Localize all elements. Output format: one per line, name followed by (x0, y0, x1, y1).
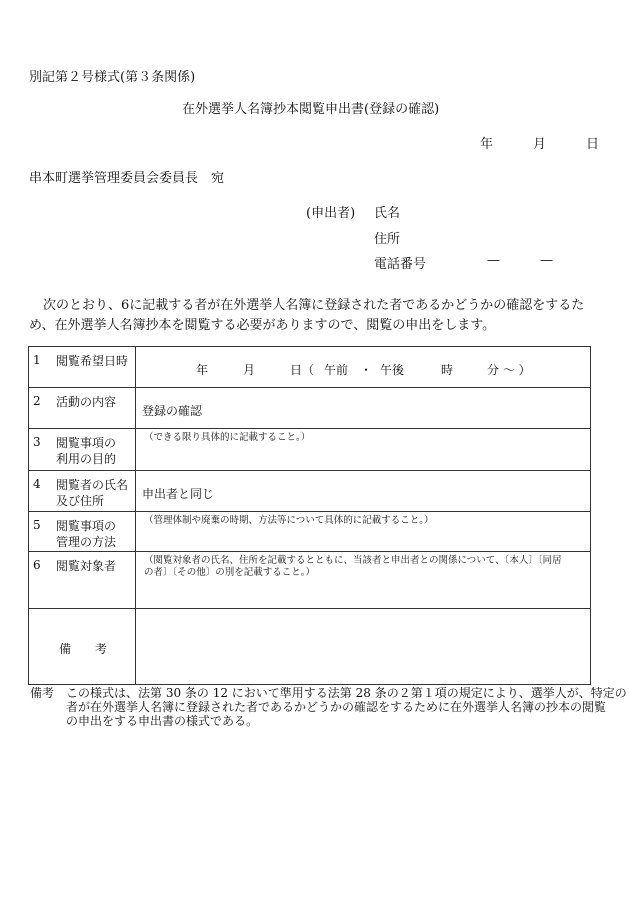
form-reference: 別記第２号様式(第３条関係) (29, 70, 196, 85)
row-label-text: 閲覧対象者 (56, 559, 117, 573)
label-line-2: 利用の目的 (56, 452, 117, 466)
footer-label: 備考 (30, 686, 55, 700)
row-number: 6 (33, 558, 41, 572)
datetime-field[interactable] (136, 347, 591, 388)
dt-month: 月 (243, 363, 256, 377)
activity-field[interactable] (136, 388, 591, 429)
table-row (29, 552, 591, 609)
label-line-2: 管理の方法 (56, 535, 117, 549)
dt-year: 年 (196, 363, 209, 377)
date-month-label: 月 (533, 137, 547, 152)
viewer-value: 申出者と同じ (142, 487, 215, 501)
row-label-remarks (29, 609, 136, 685)
viewer-field[interactable] (136, 471, 591, 512)
applicant-address-label: 住所 (374, 232, 401, 247)
note-line-2: の者〕〔その他〕の別を記載すること。） (144, 567, 316, 578)
intro-line-1: 次のとおり、6に記載する者が在外選挙人名簿に登録された者であるかどうかの確認をするた (43, 298, 585, 313)
dt-hour: 時 (441, 363, 454, 377)
dt-am[interactable]: 午前 (324, 363, 349, 377)
table-row (29, 471, 591, 512)
row-label-text: 活動の内容 (56, 395, 117, 409)
row-label-target (29, 552, 136, 609)
label-line-2: 及び住所 (56, 494, 105, 508)
management-field[interactable] (136, 512, 591, 552)
row-number: 2 (33, 394, 41, 408)
intro-line-2: め、在外選挙人名簿抄本を閲覧する必要がありますので、閲覧の申出をします。 (29, 318, 496, 333)
date-day-label: 日 (586, 137, 600, 152)
row-label-activity (29, 388, 136, 429)
purpose-field[interactable] (136, 429, 591, 471)
dt-minute: 分 ～ ） (487, 363, 531, 377)
purpose-note: （できる限り具体的に記載すること。） (144, 432, 311, 443)
table-row (29, 347, 591, 388)
applicant-name-label: 氏名 (374, 206, 401, 221)
row-number: 1 (33, 353, 41, 367)
applicant-phone-label: 電話番号 (374, 257, 427, 272)
table-row (29, 512, 591, 552)
dt-pm[interactable]: 午後 (380, 363, 405, 377)
remarks-field[interactable] (136, 609, 591, 685)
management-note: （管理体制や廃棄の時期、方法等について具体的に記載すること。） (144, 515, 434, 526)
row-label-management (29, 512, 136, 552)
row-label-text (56, 518, 116, 550)
label-line-1: 閲覧事項の (56, 519, 117, 533)
row-label-text: 閲覧希望日時 (56, 354, 129, 368)
applicant-label: (申出者) (306, 206, 356, 221)
row-number: 3 (33, 435, 41, 449)
table-row (29, 609, 591, 685)
footer-line-3: の申出をする申出書の様式である。 (66, 714, 259, 728)
remarks-label: 備 考 (59, 642, 108, 656)
label-line-1: 閲覧事項の (56, 436, 117, 450)
row-label-purpose (29, 429, 136, 471)
row-label-datetime (29, 347, 136, 388)
form-title: 在外選挙人名簿抄本閲覧申出書(登録の確認) (182, 102, 440, 117)
row-label-viewer (29, 471, 136, 512)
target-field[interactable] (136, 552, 591, 609)
table-row (29, 388, 591, 429)
dt-day: 日（ (290, 363, 315, 377)
row-number: 5 (33, 518, 41, 532)
phone-dash-1: — (487, 253, 500, 268)
addressee: 串本町選挙管理委員会委員長 宛 (29, 171, 225, 186)
row-number: 4 (33, 477, 41, 491)
row-label-text (56, 435, 116, 467)
target-note (144, 555, 584, 579)
table-row (29, 429, 591, 471)
label-line-1: 閲覧者の氏名 (56, 478, 129, 492)
application-table (28, 346, 591, 685)
note-line-1: （閲覧対象者の氏名、住所を記載するとともに、当該者と申出者との関係について、〔本人〕〔同居 (144, 555, 562, 566)
footer-line-1: この様式は、法第 30 条の 12 において準用する法第 28 条の２第１項の規定により、選挙人が、特定の (66, 686, 627, 700)
phone-dash-2: — (540, 253, 553, 268)
dt-separator: ・ (360, 363, 373, 377)
row-label-text (56, 477, 128, 509)
footer-line-2: 者が在外選挙人名簿に登録された者であるかどうかの確認をするために在外選挙人名簿の抄本の閲覧 (66, 700, 607, 714)
date-year-label: 年 (480, 137, 494, 152)
activity-value: 登録の確認 (142, 404, 203, 418)
